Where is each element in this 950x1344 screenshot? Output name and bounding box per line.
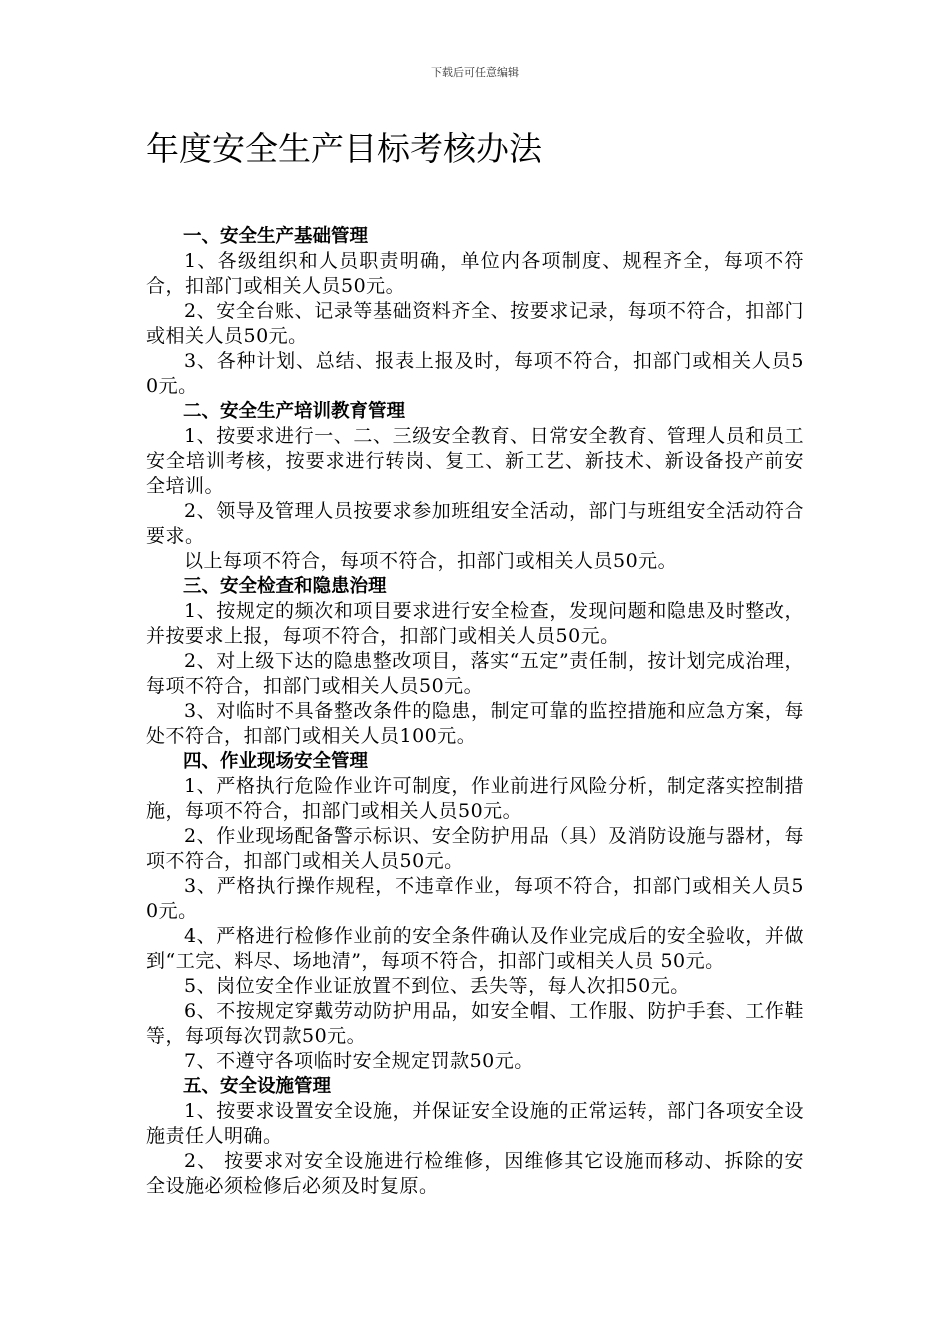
paragraph: 1、按规定的频次和项目要求进行安全检查，发现问题和隐患及时整改，并按要求上报，每项不符合，扣部门或相关人员50元。 — [146, 600, 804, 647]
section-heading: 一、安全生产基础管理 — [183, 226, 369, 247]
section-heading: 四、作业现场安全管理 — [183, 751, 369, 772]
paragraph: 2、领导及管理人员按要求参加班组安全活动，部门与班组安全活动符合要求。 — [146, 500, 804, 547]
paragraph: 2、 按要求对安全设施进行检维修，因维修其它设施而移动、拆除的安全设施必须检修后必须及时复原。 — [146, 1150, 804, 1197]
paragraph: 3、对临时不具备整改条件的隐患，制定可靠的监控措施和应急方案，每处不符合，扣部门或相关人员100元。 — [146, 700, 804, 747]
paragraph: 5、岗位安全作业证放置不到位、丢失等，每人次扣50元。 — [184, 975, 690, 997]
paragraph: 2、对上级下达的隐患整改项目，落实“五定”责任制，按计划完成治理，每项不符合，扣部门或相关人员50元。 — [146, 650, 804, 697]
document-body — [146, 224, 804, 1199]
paragraph: 3、严格执行操作规程，不违章作业，每项不符合，扣部门或相关人员50元。 — [146, 875, 804, 922]
section-heading: 五、安全设施管理 — [183, 1076, 332, 1097]
header-note: 下载后可任意编辑 — [431, 66, 519, 79]
section-worksite-safety — [146, 749, 804, 1074]
section-safety-facilities — [146, 1074, 804, 1199]
paragraph: 1、按要求进行一、二、三级安全教育、日常安全教育、管理人员和员工安全培训考核，按要求进行转岗、复工、新工艺、新技术、新设备投产前安全培训。 — [146, 425, 804, 497]
section-training-education — [146, 399, 804, 574]
paragraph: 2、安全台账、记录等基础资料齐全、按要求记录，每项不符合，扣部门或相关人员50元。 — [146, 300, 804, 347]
paragraph: 1、严格执行危险作业许可制度，作业前进行风险分析，制定落实控制措施，每项不符合，扣部门或相关人员50元。 — [146, 775, 804, 822]
paragraph: 1、各级组织和人员职责明确，单位内各项制度、规程齐全，每项不符合，扣部门或相关人员50元。 — [146, 250, 804, 297]
paragraph: 4、严格进行检修作业前的安全条件确认及作业完成后的安全验收，并做到“工完、料尽、场地清”，每项不符合，扣部门或相关人员 50元。 — [146, 925, 804, 972]
paragraph: 7、不遵守各项临时安全规定罚款50元。 — [184, 1050, 534, 1072]
paragraph: 3、各种计划、总结、报表上报及时，每项不符合，扣部门或相关人员50元。 — [146, 350, 804, 397]
section-basic-management — [146, 224, 804, 399]
paragraph: 2、作业现场配备警示标识、安全防护用品（具）及消防设施与器材，每项不符合，扣部门或相关人员50元。 — [146, 825, 804, 872]
paragraph: 以上每项不符合，每项不符合，扣部门或相关人员50元。 — [184, 550, 678, 572]
section-inspection-hazard — [146, 574, 804, 749]
section-heading: 二、安全生产培训教育管理 — [183, 401, 406, 422]
section-heading: 三、安全检查和隐患治理 — [183, 576, 387, 597]
paragraph: 1、按要求设置安全设施，并保证安全设施的正常运转，部门各项安全设施责任人明确。 — [146, 1100, 804, 1147]
paragraph: 6、不按规定穿戴劳动防护用品，如安全帽、工作服、防护手套、工作鞋等，每项每次罚款50元。 — [146, 1000, 804, 1047]
document-title: 年度安全生产目标考核办法 — [146, 129, 542, 168]
